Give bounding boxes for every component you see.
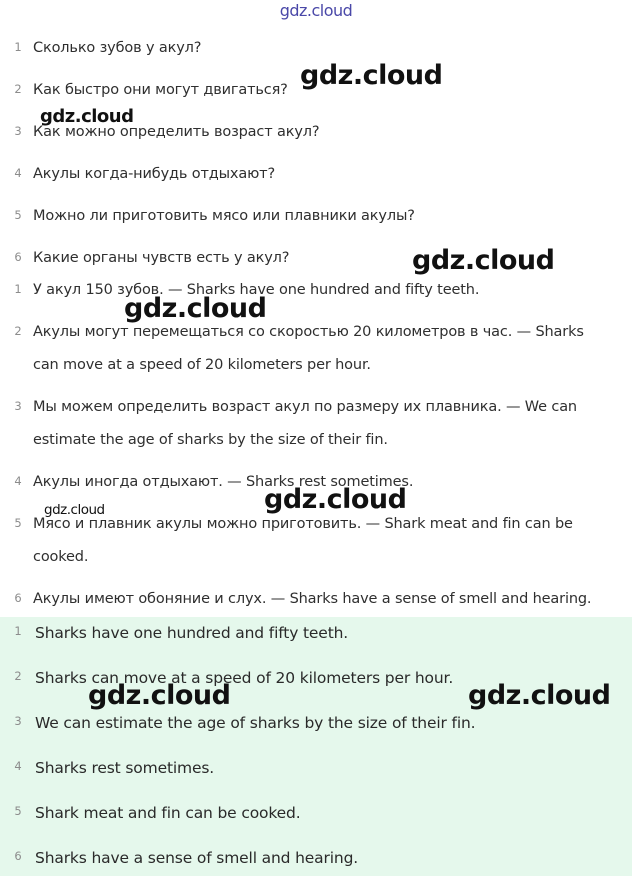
item-number: 2 <box>14 324 22 338</box>
item-number: 1 <box>14 624 22 638</box>
watermark: gdz.cloud <box>468 680 611 711</box>
watermark: gdz.cloud <box>264 484 407 515</box>
question-text: Можно ли приготовить мясо или плавники акулы? <box>33 208 415 224</box>
item-number: 2 <box>14 669 22 683</box>
translation-text-line2: can move at a speed of 20 kilometers per hour. <box>33 357 371 373</box>
item-number: 2 <box>14 82 22 96</box>
translation-text-line1: Мясо и плавник акулы можно приготовить. — Shark meat and fin can be <box>33 516 573 532</box>
answer-text: Sharks have a sense of smell and hearing. <box>35 849 359 867</box>
watermark: gdz.cloud <box>40 106 134 127</box>
item-number: 5 <box>14 516 22 530</box>
watermark: gdz.cloud <box>300 60 443 91</box>
translation-text-line2: cooked. <box>33 549 89 565</box>
watermark: gdz.cloud <box>88 680 231 711</box>
translation-text: Акулы имеют обоняние и слух. — Sharks have a sense of smell and hearing. <box>33 591 592 607</box>
item-number: 1 <box>14 40 22 54</box>
answer-text: Sharks rest sometimes. <box>35 759 215 777</box>
question-text: Какие органы чувств есть у акул? <box>33 250 290 266</box>
answers-panel <box>0 617 632 876</box>
watermark: gdz.cloud <box>124 293 267 324</box>
answer-text: Sharks can move at a speed of 20 kilometers per hour. <box>35 669 454 687</box>
translation-text: Акулы иногда отдыхают. — Sharks rest sometimes. <box>33 474 414 490</box>
translation-text-line1: Мы можем определить возраст акул по размеру их плавника. — We can <box>33 399 577 415</box>
question-text: Акулы когда-нибудь отдыхают? <box>33 166 275 182</box>
question-text: Как быстро они могут двигаться? <box>33 82 288 98</box>
translation-text: У акул 150 зубов. — Sharks have one hundred and fifty teeth. <box>33 282 480 298</box>
question-text: Как можно определить возраст акул? <box>33 124 320 140</box>
question-text: Сколько зубов у акул? <box>33 40 202 56</box>
item-number: 4 <box>14 474 22 488</box>
item-number: 1 <box>14 282 22 296</box>
item-number: 5 <box>14 208 22 222</box>
item-number: 3 <box>14 714 22 728</box>
translation-text-line1: Акулы могут перемещаться со скоростью 20 километров в час. — Sharks <box>33 324 584 340</box>
watermark: gdz.cloud <box>412 245 555 276</box>
item-number: 5 <box>14 804 22 818</box>
answer-text: Sharks have one hundred and fifty teeth. <box>35 624 349 642</box>
item-number: 6 <box>14 591 22 605</box>
watermark: gdz.cloud <box>44 502 105 518</box>
item-number: 3 <box>14 124 22 138</box>
translation-text-line2: estimate the age of sharks by the size of their fin. <box>33 432 388 448</box>
header-watermark: gdz.cloud <box>279 1 353 20</box>
item-number: 3 <box>14 399 22 413</box>
item-number: 4 <box>14 166 22 180</box>
item-number: 4 <box>14 759 22 773</box>
item-number: 6 <box>14 849 22 863</box>
item-number: 6 <box>14 250 22 264</box>
answer-text: Shark meat and fin can be cooked. <box>35 804 301 822</box>
answer-text: We can estimate the age of sharks by the size of their fin. <box>35 714 476 732</box>
